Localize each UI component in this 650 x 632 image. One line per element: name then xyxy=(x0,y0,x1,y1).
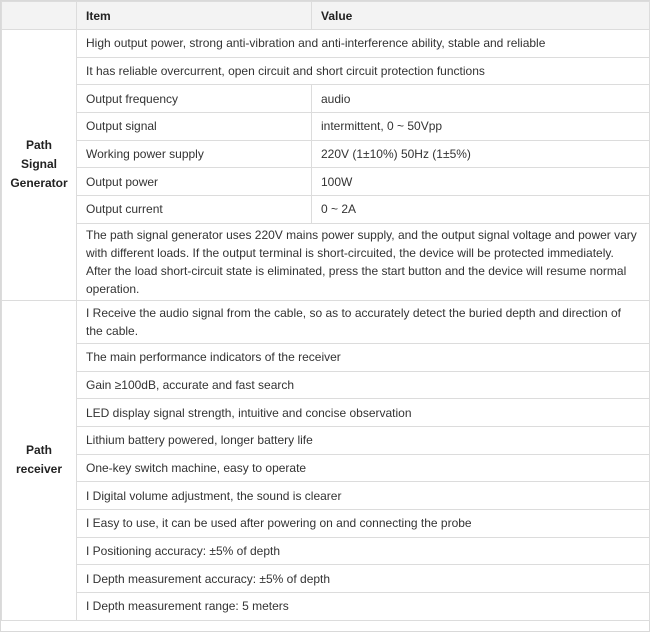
spec-text: Gain ≥100dB, accurate and fast search xyxy=(77,371,650,399)
table-row xyxy=(2,454,650,482)
group-label-line: Signal xyxy=(20,157,57,172)
spec-item: Output current xyxy=(77,196,312,224)
spec-text: One-key switch machine, easy to operate xyxy=(77,454,650,482)
table-row xyxy=(2,537,650,565)
table-row xyxy=(2,482,650,510)
spec-text: I Easy to use, it can be used after powering on and connecting the probe xyxy=(77,509,650,537)
group-label-line: Path xyxy=(25,138,52,153)
spec-text: I Positioning accuracy: ±5% of depth xyxy=(77,537,650,565)
table-row xyxy=(2,343,650,371)
header-value: Value xyxy=(312,2,650,30)
table-row xyxy=(2,371,650,399)
spec-table xyxy=(1,1,650,621)
header-blank xyxy=(2,2,77,30)
table-row xyxy=(2,85,650,113)
spec-text: The path signal generator uses 220V mains power supply, and the output signal voltage and power vary with different loads. If the output terminal is short-circuited, the device will be protected immediately. After the load short-circuit state is eliminated, press the start button and the device will resume normal operation. xyxy=(77,223,650,300)
spec-value: 220V (1±10%) 50Hz (1±5%) xyxy=(312,140,650,168)
table-row xyxy=(2,113,650,141)
group-label-path-receiver xyxy=(2,300,77,620)
table-row xyxy=(2,140,650,168)
spec-item: Output frequency xyxy=(77,85,312,113)
spec-value: 0 ~ 2A xyxy=(312,196,650,224)
table-row xyxy=(2,426,650,454)
spec-text: Lithium battery powered, longer battery life xyxy=(77,426,650,454)
group-label-path-signal-generator xyxy=(2,30,77,301)
spec-text: I Depth measurement range: 5 meters xyxy=(77,593,650,621)
group-label-line: Path xyxy=(25,443,52,458)
group-label-line: Generator xyxy=(10,176,68,191)
spec-item: Working power supply xyxy=(77,140,312,168)
table-row xyxy=(2,399,650,427)
header-item: Item xyxy=(77,2,312,30)
table-header-row xyxy=(2,2,650,30)
group-label-line: receiver xyxy=(15,462,63,477)
spec-item: Output signal xyxy=(77,113,312,141)
table-row xyxy=(2,565,650,593)
table-row xyxy=(2,168,650,196)
spec-text: The main performance indicators of the receiver xyxy=(77,343,650,371)
spec-value: intermittent, 0 ~ 50Vpp xyxy=(312,113,650,141)
spec-text: It has reliable overcurrent, open circuit and short circuit protection functions xyxy=(77,57,650,85)
table-row xyxy=(2,509,650,537)
spec-text: I Digital volume adjustment, the sound is clearer xyxy=(77,482,650,510)
table-row xyxy=(2,593,650,621)
table-row xyxy=(2,30,650,58)
spec-value: audio xyxy=(312,85,650,113)
spec-text: I Depth measurement accuracy: ±5% of depth xyxy=(77,565,650,593)
spec-text: High output power, strong anti-vibration and anti-interference ability, stable and reliable xyxy=(77,30,650,58)
table-row xyxy=(2,196,650,224)
spec-value: 100W xyxy=(312,168,650,196)
table-row xyxy=(2,57,650,85)
table-row xyxy=(2,223,650,300)
spec-item: Output power xyxy=(77,168,312,196)
table-row xyxy=(2,300,650,343)
spec-text: I Receive the audio signal from the cable, so as to accurately detect the buried depth and direction of the cable. xyxy=(77,300,650,343)
spec-text: LED display signal strength, intuitive and concise observation xyxy=(77,399,650,427)
